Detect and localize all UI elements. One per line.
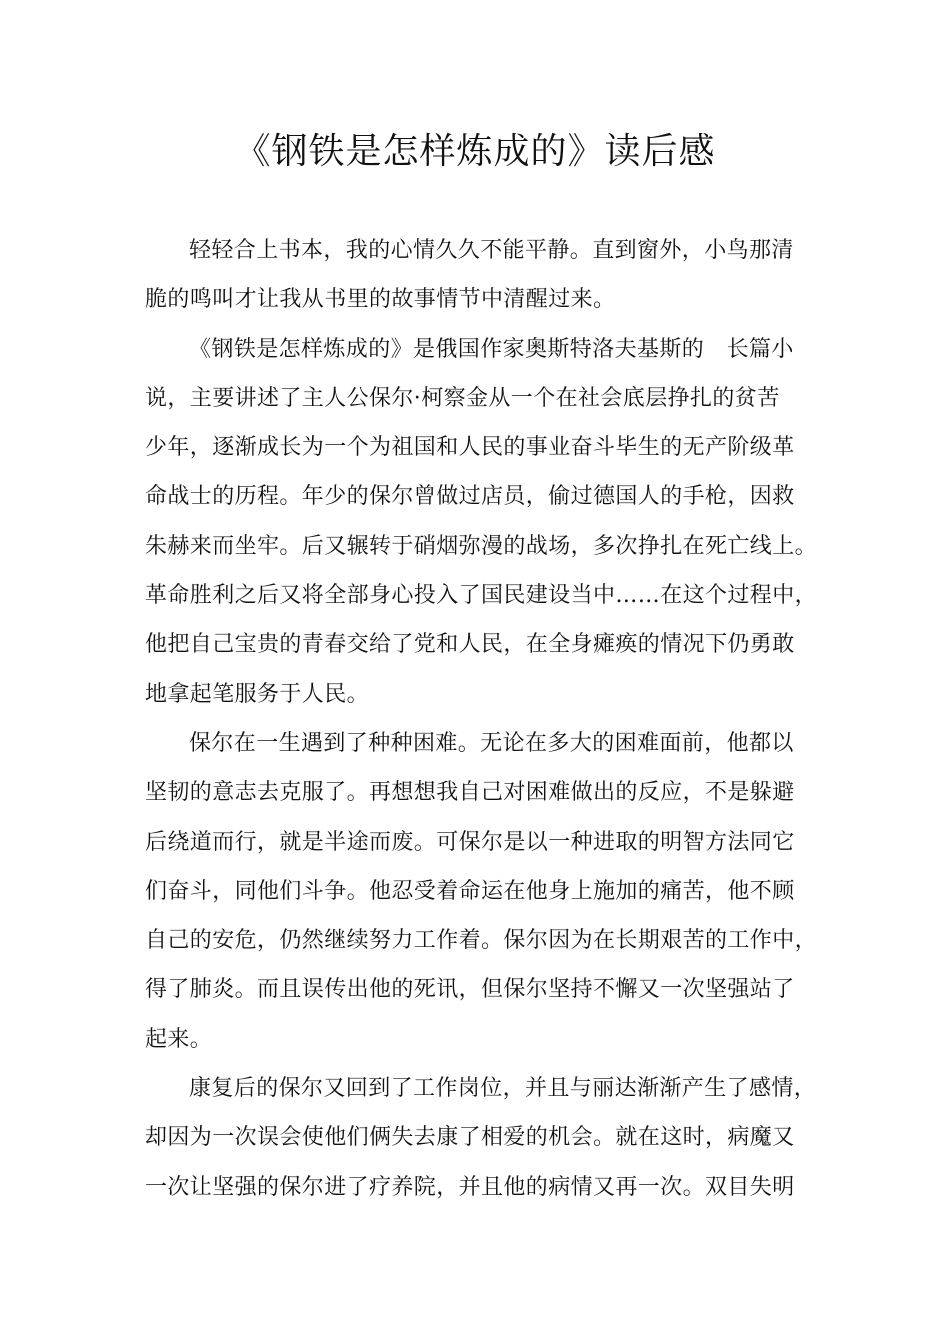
text-line: 后绕道而行，就是半途而废。可保尔是以一种进取的明智方法同它 (145, 829, 795, 855)
text-line: 地拿起笔服务于人民。 (145, 681, 370, 707)
text-line: 却因为一次误会使他们俩失去康了相爱的机会。就在这时，病魔又 (145, 1125, 795, 1151)
text-line: 少年，逐渐成长为一个为祖国和人民的事业奋斗毕生的无产阶级革 (145, 435, 795, 461)
text-line: 说，主要讲述了主人公保尔·柯察金从一个在社会底层挣扎的贫苦 (145, 385, 780, 411)
text-line: 得了肺炎。而且误传出他的死讯，但保尔坚持不懈又一次坚强站了 (145, 977, 795, 1003)
text-line: 朱赫来而坐牢。后又辗转于硝烟弥漫的战场，多次挣扎在死亡线上。 (145, 533, 818, 559)
text-line: 康复后的保尔又回到了工作岗位，并且与丽达渐渐产生了感情， (189, 1076, 817, 1102)
text-line: 命战士的历程。年少的保尔曾做过店员，偷过德国人的手枪，因救 (145, 484, 795, 510)
document-title: 《钢铁是怎样炼成的》读后感 (234, 131, 716, 172)
document-body (145, 226, 835, 1212)
text-line: 他把自己宝贵的青春交给了党和人民，在全身瘫痪的情况下仍勇敢 (145, 632, 795, 658)
text-line: 脆的鸣叫才让我从书里的故事情节中清醒过来。 (145, 287, 616, 313)
text-line: 革命胜利之后又将全部身心投入了国民建设当中……在这个过程中， (145, 583, 818, 609)
text-line: 保尔在一生遇到了种种困难。无论在多大的困难面前，他都以 (189, 730, 794, 756)
text-line: 自己的安危，仍然继续努力工作着。保尔因为在长期艰苦的工作中， (145, 928, 818, 954)
text-line: 一次让坚强的保尔进了疗养院，并且他的病情又再一次。双目失明 (145, 1174, 795, 1200)
text-line: 《钢铁是怎样炼成的》是俄国作家奥斯特洛夫基斯的 长篇小 (189, 336, 794, 362)
text-line: 坚韧的意志去克服了。再想想我自己对困难做出的反应，不是躲避 (145, 780, 795, 806)
text-line: 们奋斗，同他们斗争。他忍受着命运在他身上施加的痛苦，他不顾 (145, 878, 795, 904)
text-line: 轻轻合上书本，我的心情久久不能平静。直到窗外，小鸟那清 (189, 238, 794, 263)
text-line: 起来。 (145, 1026, 213, 1052)
